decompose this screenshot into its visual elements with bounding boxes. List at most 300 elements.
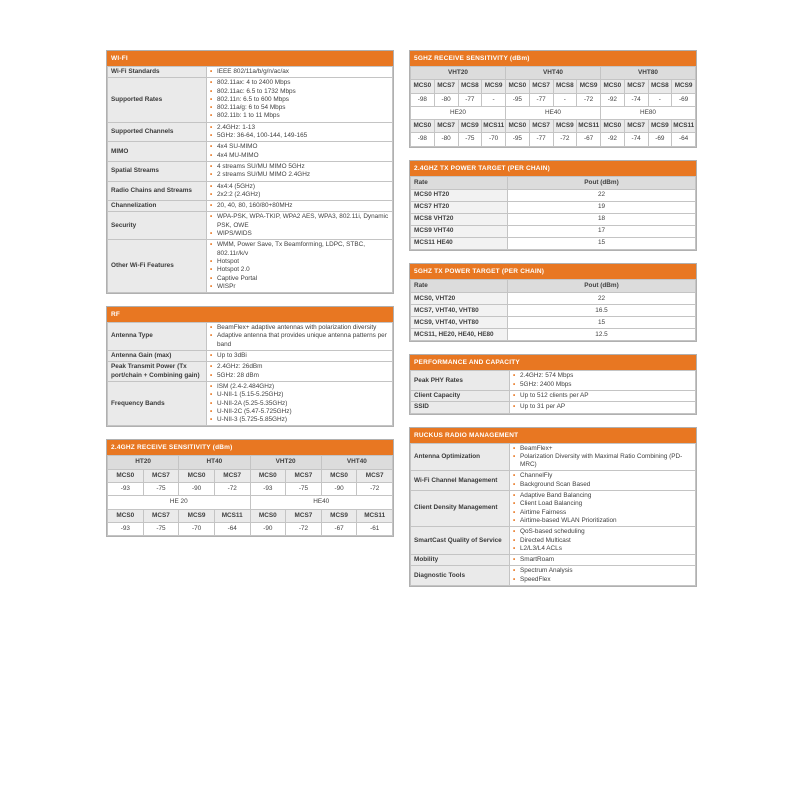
pout-value: 16.5 xyxy=(508,305,696,317)
sensitivity-value: -70 xyxy=(482,133,506,146)
group-header: VHT80 xyxy=(601,67,696,80)
spec-item: • 2.4GHz: 574 Mbps xyxy=(513,372,692,380)
spec-values xyxy=(510,555,696,566)
spec-item: • U-NII-3 (5.725-5.85GHz) xyxy=(210,416,389,424)
perf-table xyxy=(410,370,696,413)
spec-values xyxy=(207,240,393,293)
power-row xyxy=(411,226,696,238)
spec-item: • WMM, Power Save, Tx Beamforming, LDPC, STBC, 802.11r/k/v xyxy=(210,241,389,258)
spec-item: • QoS-based scheduling xyxy=(513,528,692,536)
spec-label: Peak Transmit Power (Tx port/chain + Combining gain) xyxy=(108,362,207,382)
mcs-label: MCS0 xyxy=(411,120,435,133)
wifi-panel xyxy=(106,50,394,294)
spec-item: • Directed Multicast xyxy=(513,537,692,545)
sensitivity-value: -92 xyxy=(601,133,625,146)
mcs-label: MCS7 xyxy=(214,469,250,482)
group-header: VHT40 xyxy=(321,456,392,469)
mcs-label: MCS7 xyxy=(624,80,648,93)
sensitivity-value: -69 xyxy=(672,93,696,106)
mcs-label: MCS0 xyxy=(250,509,286,522)
spec-item: • ISM (2.4-2.484GHz) xyxy=(210,383,389,391)
spec-item: • 20, 40, 80, 160/80+80MHz xyxy=(210,202,389,210)
spec-label: Frequency Bands xyxy=(108,381,207,425)
spec-row xyxy=(411,443,696,471)
sensitivity-value: -75 xyxy=(458,133,482,146)
sensitivity-value: -67 xyxy=(321,522,357,535)
power-row xyxy=(411,190,696,202)
spec-label: Spatial Streams xyxy=(108,161,207,181)
mcs-label: MCS0 xyxy=(506,120,530,133)
spec-item: • Spectrum Analysis xyxy=(513,567,692,575)
spec-list xyxy=(513,392,692,400)
pout-value: 17 xyxy=(508,226,696,238)
spec-row xyxy=(108,362,393,382)
pout-value: 18 xyxy=(508,214,696,226)
spec-row xyxy=(108,351,393,362)
spec-item: • WIPS/WIDS xyxy=(210,230,389,238)
sensitivity-value: -64 xyxy=(672,133,696,146)
group-header: HE20 xyxy=(411,106,506,119)
sensitivity-value: -80 xyxy=(434,93,458,106)
rf-panel xyxy=(106,306,394,427)
spec-list xyxy=(210,213,389,238)
spec-values xyxy=(510,443,696,471)
spec-values xyxy=(510,371,696,391)
sensitivity-value: -69 xyxy=(648,133,672,146)
rate-label: MCS7 HT20 xyxy=(411,202,508,214)
spec-values xyxy=(510,390,696,401)
spec-item: • 5GHz: 36-64, 100-144, 149-165 xyxy=(210,132,389,140)
mcs-label: MCS0 xyxy=(179,469,215,482)
spec-list xyxy=(210,143,389,160)
spec-label: Supported Rates xyxy=(108,78,207,122)
rate-column-header: Rate xyxy=(411,280,508,293)
pout-value: 12.5 xyxy=(508,329,696,341)
pout-column-header: Pout (dBm) xyxy=(508,280,696,293)
spec-item: • IEEE 802/11a/b/g/n/ac/ax xyxy=(210,68,389,76)
spec-values xyxy=(207,362,393,382)
pout-value: 15 xyxy=(508,317,696,329)
mcs-label: MCS7 xyxy=(286,469,322,482)
spec-row xyxy=(108,181,393,201)
spec-list xyxy=(513,403,692,411)
spec-list xyxy=(210,202,389,210)
power-row xyxy=(411,238,696,250)
spec-row xyxy=(108,78,393,122)
mcs-label: MCS9 xyxy=(482,80,506,93)
spec-label: Radio Chains and Streams xyxy=(108,181,207,201)
spec-row xyxy=(108,201,393,212)
spec-row xyxy=(411,527,696,555)
spec-row xyxy=(411,371,696,391)
rf-panel-title: RF xyxy=(107,307,393,322)
spec-item: • 802.11b: 1 to 11 Mbps xyxy=(210,112,389,120)
power-header-row xyxy=(411,176,696,189)
power-row xyxy=(411,214,696,226)
mcs-label: MCS11 xyxy=(482,120,506,133)
group-header-row xyxy=(108,456,393,469)
rx24-panel-title: 2.4GHZ RECEIVE SENSITIVITY (dBm) xyxy=(107,440,393,455)
spec-label: Antenna Gain (max) xyxy=(108,351,207,362)
mcs-label: MCS8 xyxy=(458,80,482,93)
spec-item: • Up to 31 per AP xyxy=(513,403,692,411)
rf-table xyxy=(107,322,393,426)
sensitivity-value: -90 xyxy=(179,482,215,495)
rate-label: MCS0 HT20 xyxy=(411,190,508,202)
sensitivity-value: -98 xyxy=(411,93,435,106)
sensitivity-value: -93 xyxy=(250,482,286,495)
spec-list xyxy=(513,556,692,564)
power-row xyxy=(411,202,696,214)
group-header-row xyxy=(108,496,393,509)
spec-label: Antenna Type xyxy=(108,323,207,351)
sensitivity-value: -72 xyxy=(214,482,250,495)
mcs-label: MCS8 xyxy=(648,80,672,93)
spec-label: Wi-Fi Standards xyxy=(108,67,207,78)
spec-label: Wi-Fi Channel Management xyxy=(411,471,510,491)
mcs-label: MCS9 xyxy=(648,120,672,133)
value-row xyxy=(411,133,696,146)
mcs-row xyxy=(411,120,696,133)
group-header: HE80 xyxy=(601,106,696,119)
spec-values xyxy=(207,181,393,201)
spec-item: • SmartRoam xyxy=(513,556,692,564)
spec-item: • Airtime Fairness xyxy=(513,509,692,517)
mcs-label: MCS7 xyxy=(143,509,179,522)
spec-values xyxy=(207,212,393,240)
sensitivity-value: -70 xyxy=(179,522,215,535)
sensitivity-value: -72 xyxy=(357,482,393,495)
sensitivity-value: -95 xyxy=(506,93,530,106)
spec-item: • WPA-PSK, WPA-TKIP, WPA2 AES, WPA3, 802.11i, Dynamic PSK, OWE xyxy=(210,213,389,230)
spec-values xyxy=(510,402,696,413)
spec-item: • 2.4GHz: 26dBm xyxy=(210,363,389,371)
mcs-label: MCS0 xyxy=(250,469,286,482)
spec-list xyxy=(210,79,389,120)
spec-label: Channelization xyxy=(108,201,207,212)
spec-list xyxy=(210,124,389,141)
group-header-row xyxy=(411,106,696,119)
mcs-label: MCS9 xyxy=(179,509,215,522)
tx5-table xyxy=(410,279,696,341)
spec-row xyxy=(108,381,393,425)
spec-row xyxy=(411,491,696,527)
spec-values xyxy=(510,566,696,586)
spec-row xyxy=(108,212,393,240)
group-header: HT20 xyxy=(108,456,179,469)
tx24-panel xyxy=(409,160,697,251)
value-row xyxy=(108,522,393,535)
mcs-label: MCS0 xyxy=(411,80,435,93)
spec-row xyxy=(411,402,696,413)
rate-label: MCS11, HE20, HE40, HE80 xyxy=(411,329,508,341)
spec-label: SmartCast Quality of Service xyxy=(411,527,510,555)
wifi-table xyxy=(107,66,393,293)
sensitivity-value: -80 xyxy=(434,133,458,146)
sensitivity-value: - xyxy=(648,93,672,106)
spec-item: • L2/L3/L4 ACLs xyxy=(513,545,692,553)
spec-item: • 802.11ax: 4 to 2400 Mbps xyxy=(210,79,389,87)
ruckus-panel xyxy=(409,427,697,587)
spec-list xyxy=(210,68,389,76)
spec-values xyxy=(207,67,393,78)
spec-values xyxy=(510,491,696,527)
spec-values xyxy=(510,527,696,555)
spec-item: • U-NII-2A (5.25-5.35GHz) xyxy=(210,400,389,408)
pout-value: 19 xyxy=(508,202,696,214)
rate-label: MCS11 HE40 xyxy=(411,238,508,250)
spec-row xyxy=(108,161,393,181)
spec-item: • ChannelFly xyxy=(513,472,692,480)
spec-list xyxy=(210,241,389,291)
spec-label: SSID xyxy=(411,402,510,413)
sensitivity-value: -93 xyxy=(108,522,144,535)
pout-value: 22 xyxy=(508,190,696,202)
spec-item: • U-NII-2C (5.47-5.725GHz) xyxy=(210,408,389,416)
mcs-label: MCS9 xyxy=(458,120,482,133)
mcs-row xyxy=(411,80,696,93)
spec-item: • 802.11n: 6.5 to 600 Mbps xyxy=(210,96,389,104)
mcs-label: MCS7 xyxy=(529,80,553,93)
spec-row xyxy=(411,390,696,401)
spec-list xyxy=(513,528,692,553)
sensitivity-value: -72 xyxy=(286,522,322,535)
pout-value: 15 xyxy=(508,238,696,250)
rx5-panel xyxy=(409,50,697,148)
spec-item: • 4x4:4 (5GHz) xyxy=(210,183,389,191)
sensitivity-value: -74 xyxy=(624,93,648,106)
spec-item: • 2x2:2 (2.4GHz) xyxy=(210,191,389,199)
mcs-label: MCS7 xyxy=(529,120,553,133)
spec-row xyxy=(411,471,696,491)
mcs-label: MCS11 xyxy=(672,120,696,133)
rx24-table xyxy=(107,455,393,536)
spec-item: • Background Scan Based xyxy=(513,481,692,489)
rate-label: MCS9, VHT40, VHT80 xyxy=(411,317,508,329)
mcs-label: MCS0 xyxy=(506,80,530,93)
sensitivity-value: -77 xyxy=(529,133,553,146)
spec-item: • 802.11a/g: 6 to 54 Mbps xyxy=(210,104,389,112)
mcs-label: MCS0 xyxy=(108,469,144,482)
mcs-label: MCS9 xyxy=(672,80,696,93)
spec-label: Diagnostic Tools xyxy=(411,566,510,586)
spec-list xyxy=(210,383,389,424)
right-column xyxy=(409,50,697,599)
group-header: VHT20 xyxy=(411,67,506,80)
sensitivity-value: -72 xyxy=(577,93,601,106)
sensitivity-value: -77 xyxy=(458,93,482,106)
mcs-label: MCS8 xyxy=(553,80,577,93)
spec-list xyxy=(513,492,692,525)
perf-panel xyxy=(409,354,697,414)
power-row xyxy=(411,329,696,341)
spec-values xyxy=(510,471,696,491)
mcs-label: MCS7 xyxy=(357,469,393,482)
spec-item: • 4x4 SU-MIMO xyxy=(210,143,389,151)
pout-column-header: Pout (dBm) xyxy=(508,176,696,189)
sensitivity-value: -72 xyxy=(553,133,577,146)
spec-list xyxy=(210,163,389,180)
spec-row xyxy=(108,122,393,142)
spec-item: • Client Load Balancing xyxy=(513,500,692,508)
sensitivity-value: -61 xyxy=(357,522,393,535)
group-header: VHT20 xyxy=(250,456,321,469)
spec-values xyxy=(207,78,393,122)
spec-item: • BeamFlex+ xyxy=(513,445,692,453)
sensitivity-value: -90 xyxy=(321,482,357,495)
spec-row xyxy=(108,323,393,351)
value-row xyxy=(411,93,696,106)
power-header-row xyxy=(411,280,696,293)
mcs-label: MCS0 xyxy=(321,469,357,482)
group-header: HE 20 xyxy=(108,496,251,509)
sensitivity-value: -75 xyxy=(143,482,179,495)
tx24-table xyxy=(410,176,696,250)
rate-column-header: Rate xyxy=(411,176,508,189)
mcs-label: MCS9 xyxy=(577,80,601,93)
sensitivity-value: -75 xyxy=(143,522,179,535)
rx24-panel xyxy=(106,439,394,537)
group-header-row xyxy=(411,67,696,80)
group-header: HE40 xyxy=(250,496,393,509)
spec-item: • WISPr xyxy=(210,283,389,291)
mcs-row xyxy=(108,509,393,522)
spec-values xyxy=(207,201,393,212)
spec-label: Security xyxy=(108,212,207,240)
spec-row xyxy=(411,555,696,566)
tx24-panel-title: 2.4GHZ TX POWER TARGET (PER CHAIN) xyxy=(410,161,696,176)
sensitivity-value: -64 xyxy=(214,522,250,535)
sensitivity-value: -95 xyxy=(506,133,530,146)
spec-item: • 5GHz: 2400 Mbps xyxy=(513,381,692,389)
mcs-label: MCS7 xyxy=(143,469,179,482)
spec-list xyxy=(513,567,692,584)
spec-list xyxy=(513,445,692,470)
sensitivity-value: -93 xyxy=(108,482,144,495)
value-row xyxy=(108,482,393,495)
spec-item: • Up to 3dBi xyxy=(210,352,389,360)
spec-item: • Airtime-based WLAN Prioritization xyxy=(513,517,692,525)
tx5-panel xyxy=(409,263,697,342)
power-row xyxy=(411,293,696,305)
ruckus-table xyxy=(410,443,696,586)
mcs-label: MCS7 xyxy=(434,80,458,93)
spec-values xyxy=(207,381,393,425)
spec-list xyxy=(513,372,692,389)
spec-row xyxy=(108,240,393,293)
spec-item: • Hotspot 2.0 xyxy=(210,266,389,274)
spec-list xyxy=(210,324,389,349)
spec-item: • Up to 512 clients per AP xyxy=(513,392,692,400)
pout-value: 22 xyxy=(508,293,696,305)
mcs-label: MCS0 xyxy=(601,120,625,133)
sensitivity-value: -92 xyxy=(601,93,625,106)
rate-label: MCS7, VHT40, VHT80 xyxy=(411,305,508,317)
sensitivity-value: -90 xyxy=(250,522,286,535)
spec-values xyxy=(207,122,393,142)
rx5-panel-title: 5GHZ RECEIVE SENSITIVITY (dBm) xyxy=(410,51,696,66)
spec-item: • Captive Portal xyxy=(210,275,389,283)
spec-list xyxy=(513,472,692,489)
spec-item: • 2.4GHz: 1-13 xyxy=(210,124,389,132)
spec-label: Client Density Management xyxy=(411,491,510,527)
spec-label: Mobility xyxy=(411,555,510,566)
mcs-label: MCS9 xyxy=(553,120,577,133)
wifi-panel-title: WI-FI xyxy=(107,51,393,66)
left-column xyxy=(106,50,394,549)
spec-item: • Adaptive antenna that provides unique antenna patterns per band xyxy=(210,332,389,349)
mcs-label: MCS11 xyxy=(577,120,601,133)
spec-item: • BeamFlex+ adaptive antennas with polarization diversity xyxy=(210,324,389,332)
spec-item: • SpeedFlex xyxy=(513,576,692,584)
sensitivity-value: -75 xyxy=(286,482,322,495)
spec-values xyxy=(207,351,393,362)
spec-row xyxy=(411,566,696,586)
mcs-label: MCS7 xyxy=(624,120,648,133)
mcs-row xyxy=(108,469,393,482)
spec-label: Antenna Optimization xyxy=(411,443,510,471)
mcs-label: MCS11 xyxy=(214,509,250,522)
sensitivity-value: - xyxy=(553,93,577,106)
spec-label: Peak PHY Rates xyxy=(411,371,510,391)
mcs-label: MCS7 xyxy=(286,509,322,522)
mcs-label: MCS9 xyxy=(321,509,357,522)
spec-label: MIMO xyxy=(108,142,207,162)
spec-item: • Adaptive Band Balancing xyxy=(513,492,692,500)
rate-label: MCS0, VHT20 xyxy=(411,293,508,305)
sensitivity-value: -77 xyxy=(529,93,553,106)
spec-values xyxy=(207,142,393,162)
power-row xyxy=(411,305,696,317)
spec-list xyxy=(210,183,389,200)
perf-panel-title: PERFORMANCE AND CAPACITY xyxy=(410,355,696,370)
spec-row xyxy=(108,67,393,78)
mcs-label: MCS11 xyxy=(357,509,393,522)
tx5-panel-title: 5GHZ TX POWER TARGET (PER CHAIN) xyxy=(410,264,696,279)
spec-label: Other Wi-Fi Features xyxy=(108,240,207,293)
spec-item: • 802.11ac: 6.5 to 1732 Mbps xyxy=(210,88,389,96)
rx5-table xyxy=(410,66,696,147)
sensitivity-value: -74 xyxy=(624,133,648,146)
spec-item: • 5GHz: 28 dBm xyxy=(210,372,389,380)
spec-item: • 4x4 MU-MIMO xyxy=(210,152,389,160)
spec-label: Supported Channels xyxy=(108,122,207,142)
group-header: HT40 xyxy=(179,456,250,469)
power-row xyxy=(411,317,696,329)
mcs-label: MCS7 xyxy=(434,120,458,133)
group-header: VHT40 xyxy=(506,67,601,80)
ruckus-panel-title: RUCKUS RADIO MANAGEMENT xyxy=(410,428,696,443)
sensitivity-value: -98 xyxy=(411,133,435,146)
sensitivity-value: - xyxy=(482,93,506,106)
spec-item: • Polarization Diversity with Maximal Ratio Combining (PD-MRC) xyxy=(513,453,692,470)
spec-values xyxy=(207,161,393,181)
rate-label: MCS8 VHT20 xyxy=(411,214,508,226)
spec-item: • 4 streams SU/MU MIMO 5GHz xyxy=(210,163,389,171)
spec-row xyxy=(108,142,393,162)
spec-item: • 2 streams SU/MU MIMO 2.4GHz xyxy=(210,171,389,179)
rate-label: MCS9 VHT40 xyxy=(411,226,508,238)
spec-label: Client Capacity xyxy=(411,390,510,401)
group-header: HE40 xyxy=(506,106,601,119)
spec-item: • Hotspot xyxy=(210,258,389,266)
sensitivity-value: -67 xyxy=(577,133,601,146)
spec-list xyxy=(210,352,389,360)
mcs-label: MCS0 xyxy=(601,80,625,93)
spec-values xyxy=(207,323,393,351)
mcs-label: MCS0 xyxy=(108,509,144,522)
spec-list xyxy=(210,363,389,380)
